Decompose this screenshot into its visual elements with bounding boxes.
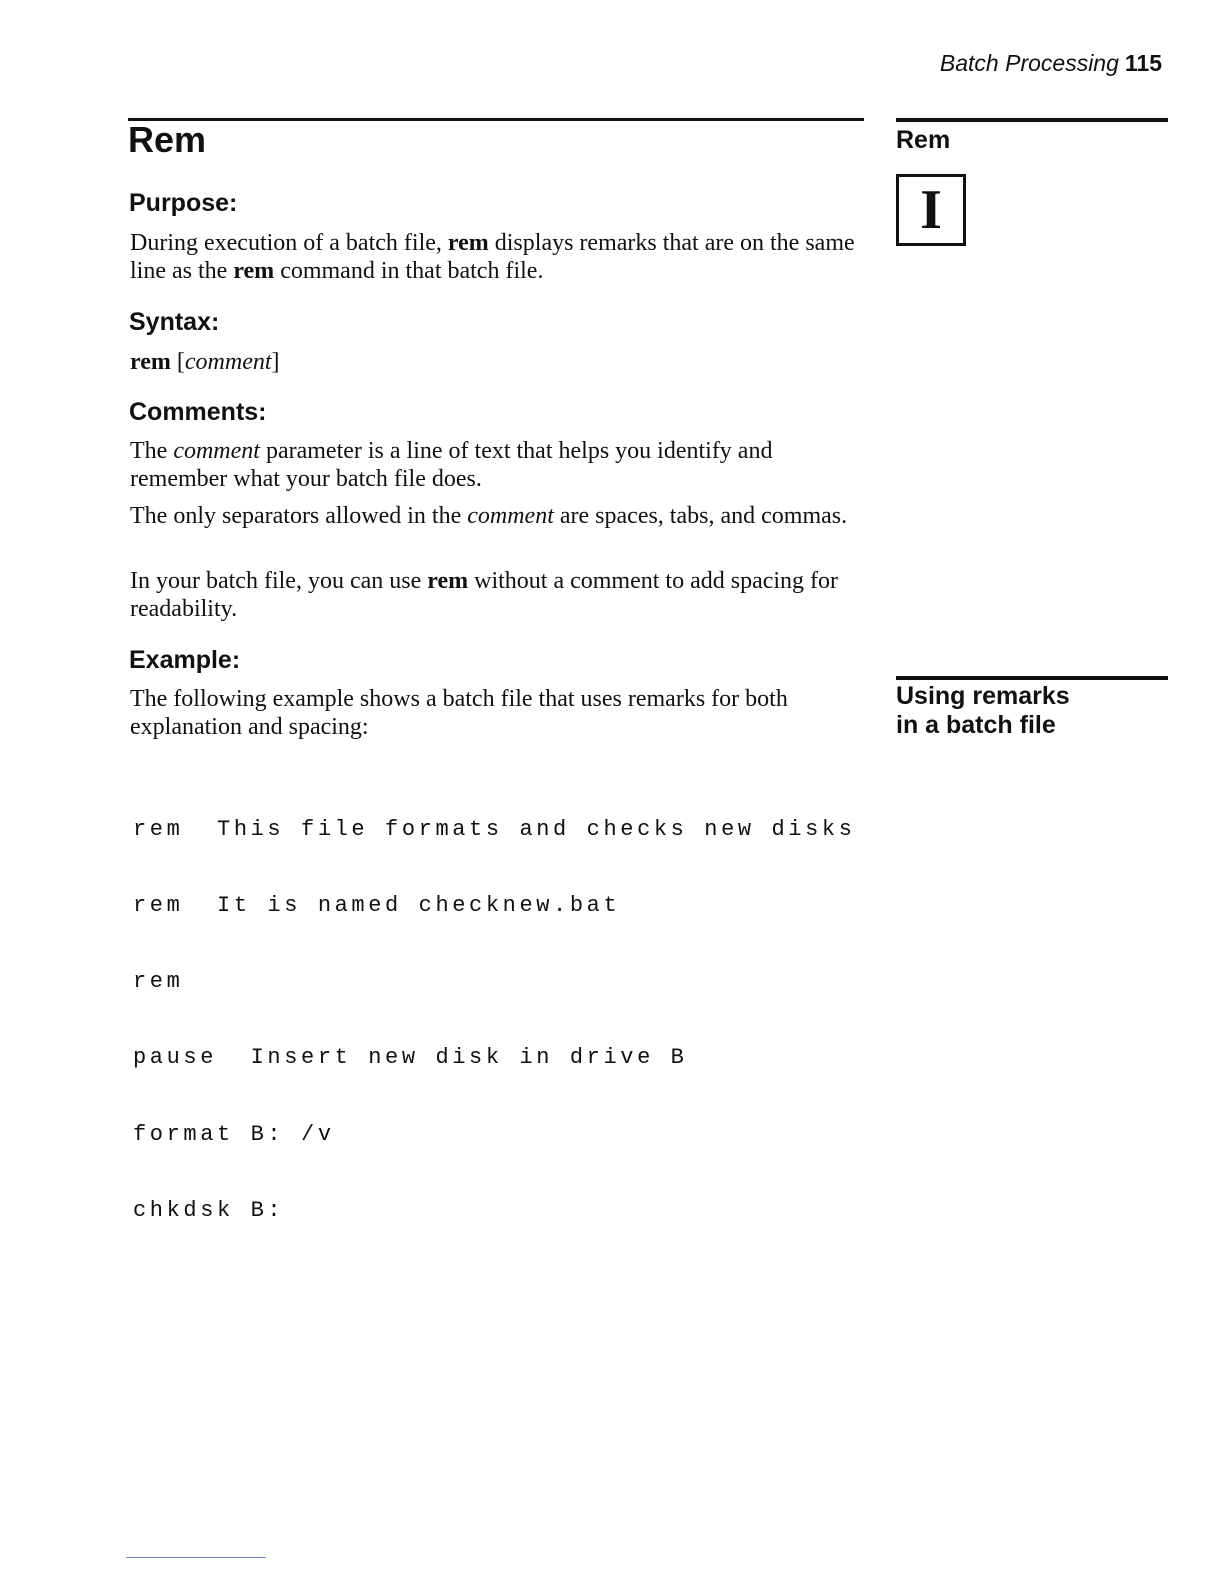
text-run: displays remarks that are on the same line as the xyxy=(130,230,855,284)
section-tab-marker xyxy=(896,174,966,246)
example-heading: Example: xyxy=(129,646,241,674)
sidebar-note-rule xyxy=(896,676,1168,680)
text-run: command in that batch file. xyxy=(274,258,544,284)
code-block xyxy=(133,766,856,1249)
footer-rule xyxy=(126,1557,266,1558)
sidebar-title: Rem xyxy=(896,126,951,154)
sidebar-note xyxy=(896,682,1166,740)
running-header xyxy=(940,48,1162,78)
sidebar-note-line: in a batch file xyxy=(896,711,1056,739)
bold-term: rem xyxy=(130,349,171,375)
comments-paragraph xyxy=(130,567,865,623)
purpose-paragraph xyxy=(130,229,865,285)
text-run: [ xyxy=(170,349,185,375)
text-run: During execution of a batch file, xyxy=(130,230,448,256)
text-run: without a comment to add spacing for readability. xyxy=(130,568,839,622)
text-run: parameter is a line of text that helps you identify and remember what your batch file does. xyxy=(130,438,773,492)
bold-term: rem xyxy=(427,568,469,594)
running-header-section: Batch Processing xyxy=(939,50,1119,76)
sidebar-top-rule xyxy=(896,118,1168,122)
comments-heading: Comments: xyxy=(129,398,267,426)
bold-term: rem xyxy=(233,258,275,284)
comments-paragraph xyxy=(130,437,865,493)
italic-term: comment xyxy=(467,503,554,529)
text-run: ] xyxy=(271,349,280,375)
page-number: 115 xyxy=(1124,50,1162,76)
italic-term: comment xyxy=(173,438,260,464)
italic-term: comment xyxy=(184,349,272,375)
comments-paragraph xyxy=(130,502,865,530)
text-run: In your batch file, you can use xyxy=(130,568,428,594)
sidebar-note-line: Using remarks xyxy=(896,682,1070,710)
code-line: rem This file formats and checks new disks xyxy=(133,816,856,842)
main-heading-rule xyxy=(128,118,864,121)
code-line: pause Insert new disk in drive B xyxy=(133,1045,688,1071)
syntax-heading: Syntax: xyxy=(129,308,220,336)
bold-term: rem xyxy=(447,230,489,256)
example-intro: The following example shows a batch file that uses remarks for both explanation and spacing: xyxy=(130,686,788,740)
code-line: rem xyxy=(133,969,184,995)
page-title: Rem xyxy=(128,119,207,160)
text-run: are spaces, tabs, and commas. xyxy=(553,503,848,529)
syntax-line xyxy=(130,348,865,376)
code-line: chkdsk B: xyxy=(133,1197,285,1223)
section-tab-letter: I xyxy=(920,179,942,241)
code-line: format B: /v xyxy=(133,1121,335,1147)
text-run: The xyxy=(130,438,174,464)
text-run: The only separators allowed in the xyxy=(130,503,468,529)
purpose-heading: Purpose: xyxy=(129,189,238,217)
code-line: rem It is named checknew.bat xyxy=(133,893,621,919)
